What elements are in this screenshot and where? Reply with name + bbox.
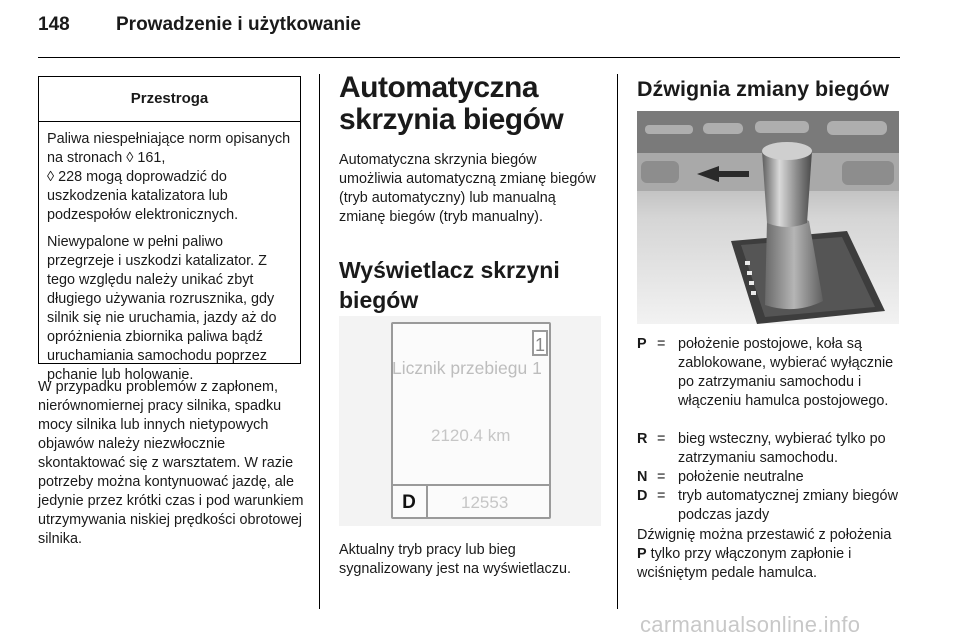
section-heading: Dźwignia zmiany biegów	[637, 77, 890, 101]
caution-title: Przestroga	[39, 77, 300, 122]
gear-item-p	[637, 335, 899, 411]
section-heading: Automatyczna skrzynia biegów	[339, 71, 564, 136]
paragraph-text: Dźwignię można przestawić z położenia	[637, 527, 892, 543]
gear-key-inline: P	[637, 546, 647, 562]
gear-key: D	[637, 488, 648, 504]
caution-paragraph	[47, 130, 292, 225]
display-gear-indicator: D	[392, 486, 428, 519]
figure-caption: Aktualny tryb pracy lub bieg sygnalizowany jest na wyświetlaczu.	[339, 542, 571, 577]
gear-description: położenie neutralne	[678, 469, 804, 485]
caution-box	[38, 76, 301, 383]
caution-paragraph: Niewypalone w pełni paliwo przegrzeje i uszkodzi katalizator. Z tego względu należy unikać zbyt długiego używania rozrusznika, gdy silnik się nie uruchamia, jazdy aż do opróżnienia zbiornika paliwa bądź uruchamiania samochodu poprzez pchanie lub holowanie.	[47, 234, 277, 383]
display-title: Licznik przebiegu 1	[392, 358, 542, 378]
caution-text: Paliwa niespełniające norm opisanych na stronach	[47, 131, 291, 166]
body-paragraph	[637, 526, 899, 583]
page-header	[38, 14, 361, 36]
gear-lever-photo	[637, 111, 899, 324]
header-rule	[38, 57, 900, 58]
gear-equals: =	[657, 431, 666, 447]
body-paragraph: W przypadku problemów z zapłonem, nierównomiernej pracy silnika, spadku mocy silnika lub innych nietypowych objawów należy niezwłocznie skontaktować się z warsztatem. W razie potrzeby można kontynuować jazdę, ale jedynie przez krótki czas i pod warunkiem utrzymywania niskiej prędkości obrotowej silnika.	[38, 379, 304, 547]
gear-equals: =	[657, 488, 666, 504]
display-distance: 2120.4 km	[431, 426, 511, 445]
gear-item-n	[637, 468, 899, 487]
body-paragraph: Automatyczna skrzynia biegów umożliwia automatyczną zmianę biegów (tryb automatyczny) lub manualną zmianę biegów (tryb manualny).	[339, 152, 596, 225]
gear-equals: =	[657, 469, 666, 485]
gear-key: P	[637, 336, 647, 352]
page-reference[interactable]: 161,	[137, 150, 166, 166]
gear-item-d	[637, 487, 899, 525]
gear-key: N	[637, 469, 648, 485]
watermark: carmanualsonline.info	[640, 612, 861, 637]
reference-arrow-icon: ◊	[47, 169, 55, 185]
caution-text: mogą doprowadzić do uszkodzenia katalizatora lub podzespołów elektronicznych.	[47, 169, 239, 223]
column-divider	[617, 74, 618, 609]
display-odometer: 12553	[461, 493, 509, 512]
gear-item-r	[637, 430, 899, 468]
gear-description: tryb automatycznej zmiany biegów podczas jazdy	[678, 488, 898, 523]
reference-arrow-icon: ◊	[126, 150, 134, 166]
column-divider	[319, 74, 320, 609]
page-reference[interactable]: 228	[58, 169, 83, 185]
chapter-title: Prowadzenie i użytkowanie	[116, 14, 361, 35]
subsection-heading: Wyświetlacz skrzyni biegów	[339, 257, 560, 313]
paragraph-text: tylko przy włączonym zapłonie i wciśniętym pedale hamulca.	[637, 546, 852, 581]
gear-description: bieg wsteczny, wybierać tylko po zatrzymaniu samochodu.	[678, 431, 886, 466]
page-number: 148	[38, 14, 70, 35]
transmission-display-illustration	[339, 316, 601, 526]
gear-equals: =	[657, 336, 666, 352]
gear-description: położenie postojowe, koła są zablokowane, wybierać wyłącznie po zatrzymaniu samochodu i włączeniu hamulca postojowego.	[678, 336, 894, 409]
gear-key: R	[637, 431, 648, 447]
display-mode-indicator: 1	[532, 330, 548, 356]
